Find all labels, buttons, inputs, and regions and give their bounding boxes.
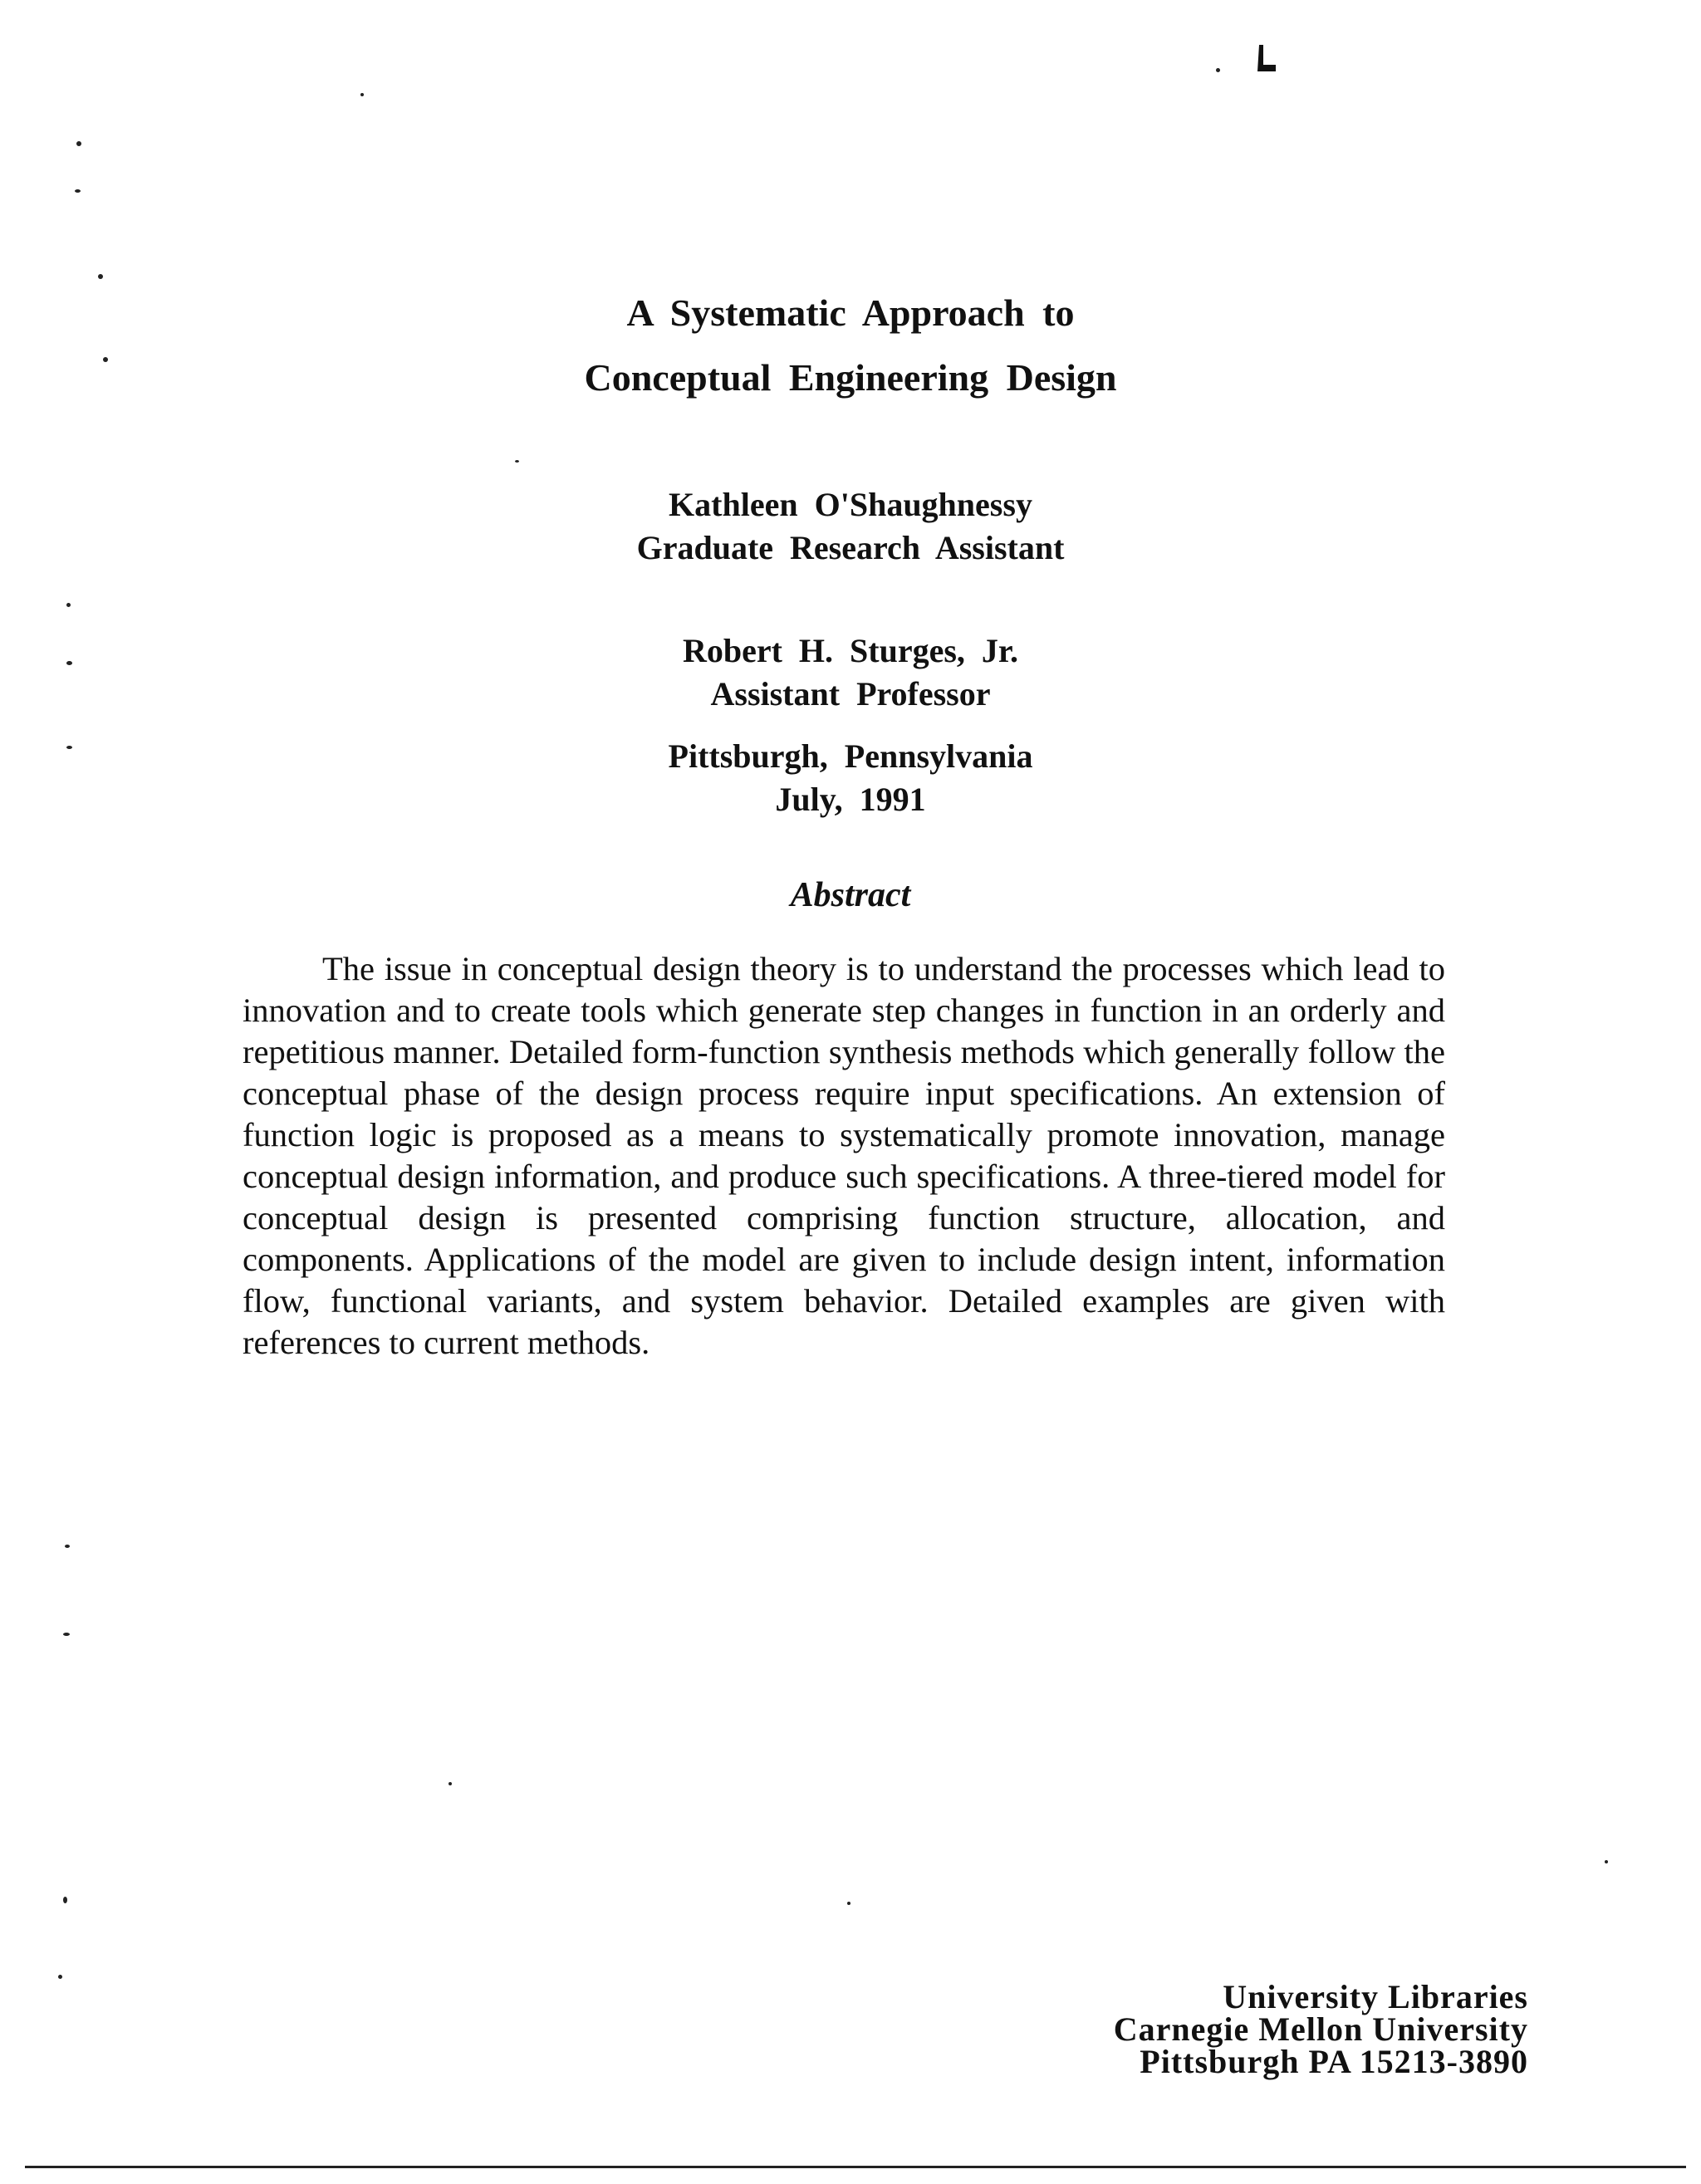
abstract-heading: Abstract (790, 876, 911, 914)
corner-mark-icon (1256, 43, 1277, 73)
library-stamp-line-2: Carnegie Mellon University (1113, 2010, 1528, 2048)
scan-speck (449, 1782, 452, 1785)
abstract-body: The issue in conceptual design theory is to understand the processes which lead to innovation and to create tools which generate step changes in function in an orderly and repetitious manner. Detailed form-function synthesis methods which generally follow the conceptual phase of the design process require input specifications. An extension of function logic is proposed as a means to systematically promote innovation, manage conceptual design information, and produce such specifications. A three-tiered model for conceptual design is presented comprising function structure, allocation, and components. Applications of the model are given to include design intent, information flow, functional variants, and system behavior. Detailed examples are given with references to current methods. (243, 950, 1445, 1361)
author-block-1 (0, 483, 1701, 570)
publication-date: July, 1991 (775, 781, 926, 818)
scan-speck (63, 1897, 67, 1903)
scan-speck (847, 1902, 850, 1905)
scan-speck (75, 189, 81, 193)
author-name: Kathleen O'Shaughnessy (669, 486, 1032, 523)
scan-speck (65, 1545, 70, 1548)
scan-speck (1605, 1860, 1608, 1863)
title-line-1: A Systematic Approach to (626, 291, 1075, 334)
scan-speck (360, 93, 364, 96)
scan-speck (58, 1975, 62, 1979)
author-role: Assistant Professor (710, 675, 991, 712)
scan-speck (98, 274, 103, 279)
place-date-block (0, 735, 1701, 821)
scan-speck (66, 603, 71, 607)
bottom-rule (25, 2166, 1686, 2168)
scan-speck (76, 141, 81, 146)
scan-speck (515, 460, 519, 463)
library-stamp-line-3: Pittsburgh PA 15213-3890 (1140, 2043, 1528, 2080)
author-role: Graduate Research Assistant (636, 529, 1065, 566)
title-line-2: Conceptual Engineering Design (584, 356, 1117, 399)
library-stamp-line-1: University Libraries (1223, 1978, 1528, 2015)
document-title (0, 281, 1701, 410)
author-block-2 (0, 629, 1701, 716)
scan-speck (1216, 68, 1220, 72)
scan-speck (63, 1633, 70, 1636)
location: Pittsburgh, Pennsylvania (668, 737, 1033, 775)
library-stamp (1063, 1978, 1528, 2080)
author-name: Robert H. Sturges, Jr. (682, 632, 1019, 669)
